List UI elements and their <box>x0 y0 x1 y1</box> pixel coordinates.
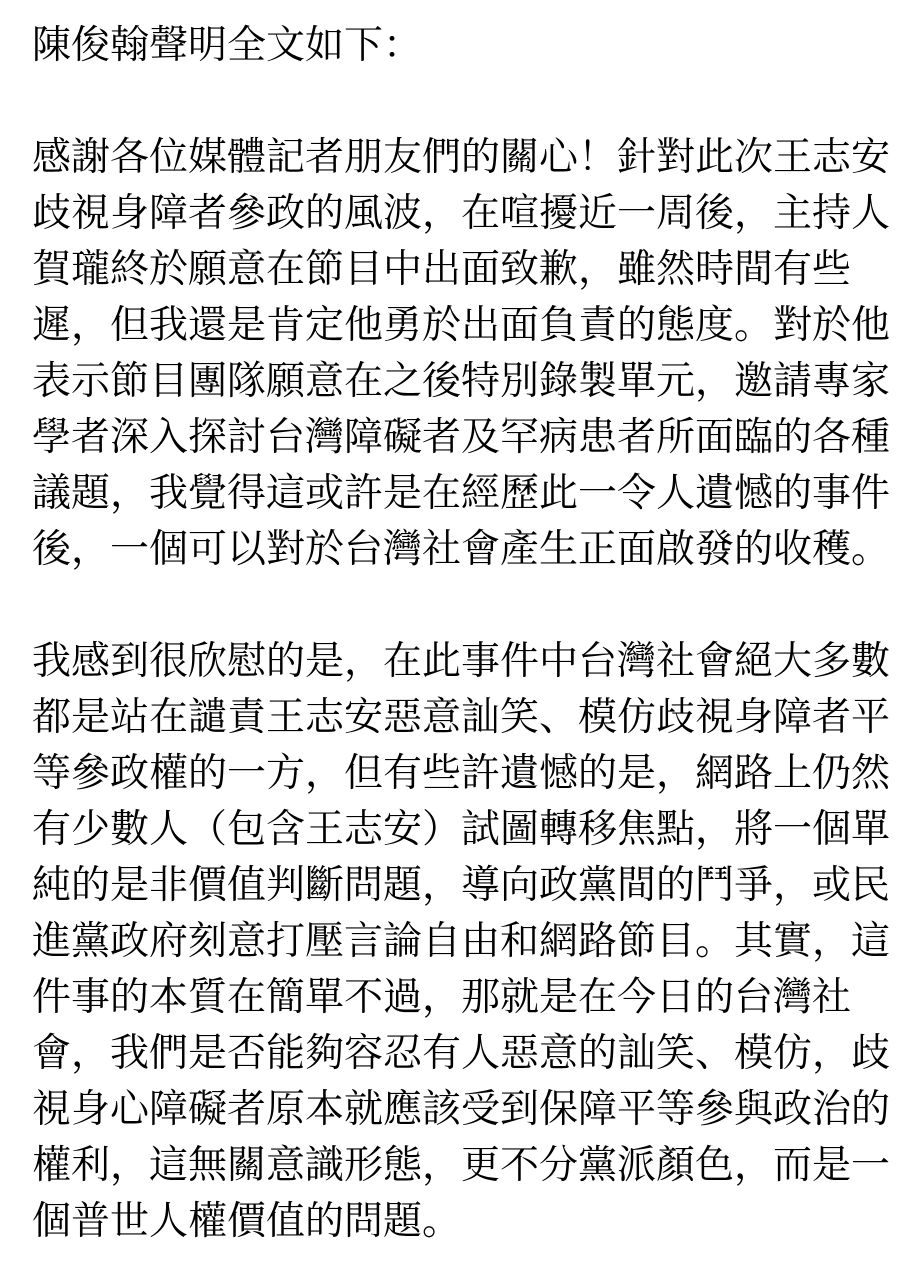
paragraph-2-line-5: 純的是非價值判斷問題，導向政黨間的鬥爭，或民 <box>32 863 891 908</box>
paragraph-1-line-6: 學者深入探討台灣障礙者及罕病患者所面臨的各種 <box>32 415 891 460</box>
paragraph-1-line-8: 後，一個可以對於台灣社會產生正面啟發的收穫。 <box>32 527 891 572</box>
statement-document <box>32 18 902 1250</box>
paragraph-2-line-3: 等參政權的一方，但有些許遺憾的是，網路上仍然 <box>32 751 891 796</box>
paragraph-2-line-10: 權利，這無關意識形態，更不分黨派顏色，而是一 <box>32 1143 891 1188</box>
paragraph-2-line-11: 個普世人權價值的問題。 <box>32 1199 462 1244</box>
paragraph-1-line-7: 議題，我覺得這或許是在經歷此一令人遺憾的事件 <box>32 471 891 516</box>
paragraph-1-line-2: 歧視身障者參政的風波，在喧擾近一周後，主持人 <box>32 191 891 236</box>
paragraph-1-line-5: 表示節目團隊願意在之後特別錄製單元，邀請專家 <box>32 359 891 404</box>
paragraph-spacer <box>32 74 902 130</box>
paragraph-2-line-8: 會，我們是否能夠容忍有人惡意的訕笑、模仿，歧 <box>32 1031 891 1076</box>
paragraph-1-line-3: 賀瓏終於願意在節目中出面致歉，雖然時間有些 <box>32 247 852 292</box>
paragraph-1-line-4: 遲，但我還是肯定他勇於出面負責的態度。對於他 <box>32 303 891 348</box>
paragraph-2-line-7: 件事的本質在簡單不過，那就是在今日的台灣社 <box>32 975 852 1020</box>
paragraph-2 <box>32 634 902 1250</box>
paragraph-2-line-1: 我感到很欣慰的是，在此事件中台灣社會絕大多數 <box>32 639 891 684</box>
paragraph-spacer <box>32 578 902 634</box>
paragraph-1-line-1: 感謝各位媒體記者朋友們的關心！針對此次王志安 <box>32 135 891 180</box>
statement-heading: 陳俊翰聲明全文如下： <box>32 23 423 68</box>
paragraph-2-line-9: 視身心障礙者原本就應該受到保障平等參與政治的 <box>32 1087 891 1132</box>
paragraph-2-line-2: 都是站在譴責王志安惡意訕笑、模仿歧視身障者平 <box>32 695 891 740</box>
paragraph-1 <box>32 130 902 578</box>
paragraph-2-line-4: 有少數人（包含王志安）試圖轉移焦點，將一個單 <box>32 807 891 852</box>
paragraph-2-line-6: 進黨政府刻意打壓言論自由和網路節目。其實，這 <box>32 919 891 964</box>
